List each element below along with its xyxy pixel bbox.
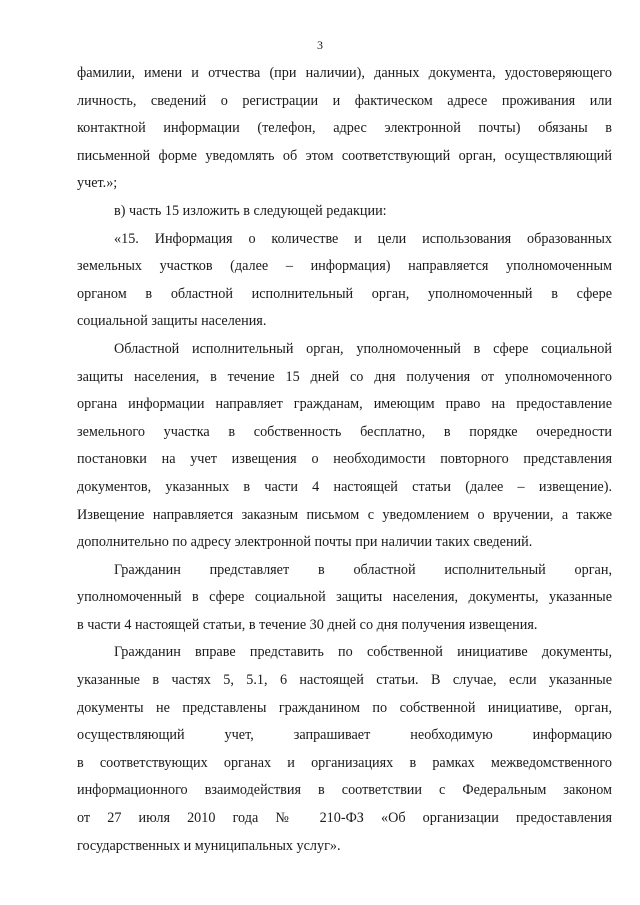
- text-line: документов, указанных в части 4 настоящей статьи (далее – извещение).: [77, 478, 612, 495]
- page-number: 3: [317, 38, 323, 52]
- paragraph-continuation: [77, 60, 612, 198]
- text-line: фамилии, имени и отчества (при наличии), данных документа, удостоверяющего: [77, 65, 612, 81]
- text-line: в соответствующих органах и организациях в рамках межведомственного: [77, 754, 612, 771]
- text-line: в части 4 настоящей статьи, в течение 30 дней со дня получения извещения.: [77, 616, 538, 633]
- paragraph-citizen-submits: [77, 557, 612, 640]
- text-line: информационного взаимодействия в соответствии с Федеральным законом: [77, 782, 612, 799]
- text-line: социальной защиты населения.: [77, 313, 267, 330]
- text-line: органом в областной исполнительный орган, уполномоченный в сфере: [77, 285, 612, 302]
- text-line: Гражданин вправе представить по собственной инициативе документы,: [114, 644, 612, 661]
- paragraph-citizen-may: [77, 639, 612, 860]
- text-line: учет.»;: [77, 175, 118, 192]
- text-line: органа информации направляет гражданам, имеющим право на предоставление: [77, 396, 612, 413]
- text-line: письменной форме уведомлять об этом соответствующий орган, осуществляющий: [77, 147, 612, 164]
- text-line: контактной информации (телефон, адрес электронной почты) обязаны в: [77, 120, 612, 137]
- paragraph-part-15: [77, 226, 612, 336]
- text-line: Извещение направляется заказным письмом с уведомлением о вручении, а также: [77, 506, 612, 523]
- document-body: [77, 60, 612, 860]
- text-line: в) часть 15 изложить в следующей редакции:: [114, 202, 387, 219]
- text-line: Областной исполнительный орган, уполномоченный в сфере социальной: [114, 340, 612, 357]
- paragraph-regional-body: [77, 336, 612, 557]
- text-line: от 27 июля 2010 года № 210-ФЗ «Об организации предоставления: [77, 810, 612, 827]
- text-line: указанные в частях 5, 5.1, 6 настоящей статьи. В случае, если указанные: [77, 672, 612, 689]
- text-line: осуществляющий учет, запрашивает необходимую информацию: [77, 727, 612, 744]
- text-line: дополнительно по адресу электронной почты при наличии таких сведений.: [77, 534, 533, 551]
- text-line: «15. Информация о количестве и цели использования образованных: [114, 230, 612, 247]
- text-line: государственных и муниципальных услуг».: [77, 837, 341, 854]
- paragraph-item-v: [77, 198, 612, 226]
- text-line: постановки на учет извещения о необходимости повторного представления: [77, 451, 612, 468]
- text-line: личность, сведений о регистрации и фактическом адресе проживания или: [77, 92, 612, 109]
- text-line: документы не представлены гражданином по собственной инициативе, орган,: [77, 699, 612, 716]
- text-line: Гражданин представляет в областной исполнительный орган,: [114, 561, 612, 578]
- text-line: земельных участков (далее – информация) направляется уполномоченным: [77, 258, 612, 275]
- text-line: земельного участка в собственность бесплатно, в порядке очередности: [77, 423, 612, 440]
- text-line: защиты населения, в течение 15 дней со дня получения от уполномоченного: [77, 368, 612, 385]
- text-line: уполномоченный в сфере социальной защиты населения, документы, указанные: [77, 589, 612, 606]
